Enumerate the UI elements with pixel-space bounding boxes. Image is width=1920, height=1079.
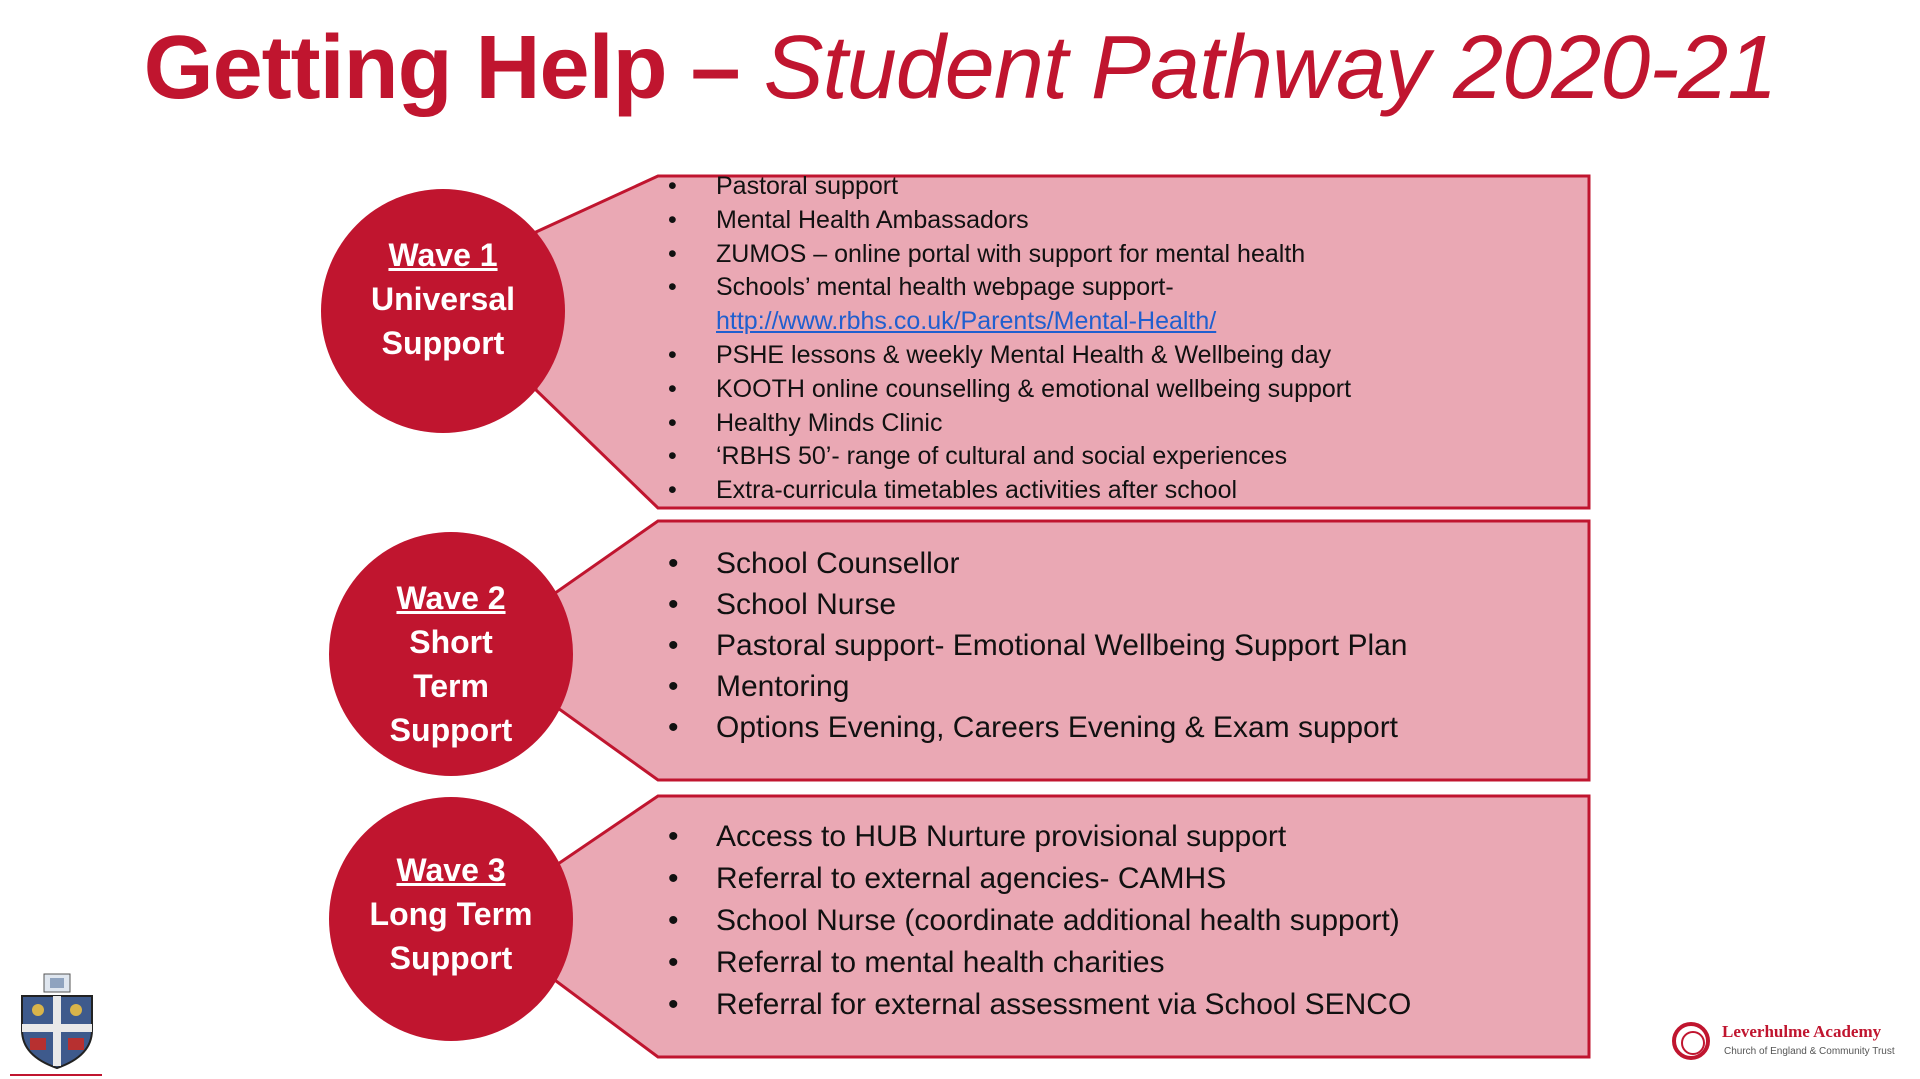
mental-health-link[interactable]: http://www.rbhs.co.uk/Parents/Mental-Health/ xyxy=(716,307,1217,336)
wave3-list xyxy=(668,816,1411,1026)
wave1-heading: Wave 1 xyxy=(388,237,498,273)
wave1-list xyxy=(668,170,1351,508)
list-item: • ZUMOS – online portal with support for mental health xyxy=(668,238,1351,272)
wave3-heading: Wave 3 xyxy=(396,852,506,888)
wave3-line: Long Term xyxy=(369,896,533,932)
wave3-label xyxy=(321,848,581,980)
list-item: • Referral to mental health charities xyxy=(668,942,1411,984)
school-crest-icon xyxy=(14,972,100,1072)
list-item: • KOOTH online counselling & emotional wellbeing support xyxy=(668,373,1351,407)
wave2-label xyxy=(321,576,581,752)
logo-subtitle: Church of England & Community Trust xyxy=(1724,1046,1895,1057)
wave3-line: Support xyxy=(389,940,513,976)
wave2-heading: Wave 2 xyxy=(396,580,506,616)
list-item: • Access to HUB Nurture provisional support xyxy=(668,816,1411,858)
list-item: • Pastoral support- Emotional Wellbeing Support Plan xyxy=(668,625,1408,666)
list-item: • School Nurse xyxy=(668,584,1408,625)
list-item: • School Counsellor xyxy=(668,543,1408,584)
list-item: • Pastoral support xyxy=(668,170,1351,204)
list-item: • Options Evening, Careers Evening & Exam support xyxy=(668,707,1408,748)
title-italic: Student Pathway 2020-21 xyxy=(763,18,1777,118)
wave2-line: Term xyxy=(413,668,489,704)
logo-ring-icon xyxy=(1672,1022,1710,1060)
wave1-label xyxy=(313,233,573,365)
list-item: • Mental Health Ambassadors xyxy=(668,204,1351,238)
wave2-line: Short xyxy=(409,624,493,660)
list-item: • School Nurse (coordinate additional health support) xyxy=(668,900,1411,942)
crest-underline xyxy=(10,1074,102,1076)
list-item: • Referral for external assessment via School SENCO xyxy=(668,984,1411,1026)
wave1-line: Support xyxy=(381,325,505,361)
leverhulme-logo xyxy=(1672,1020,1920,1072)
list-item: • Extra-curricula timetables activities after school xyxy=(668,474,1351,508)
wave1-line: Universal xyxy=(370,281,516,317)
title-bold: Getting Help – xyxy=(143,18,764,118)
list-item: • PSHE lessons & weekly Mental Health & Wellbeing day xyxy=(668,339,1351,373)
list-item: • Healthy Minds Clinic xyxy=(668,407,1351,441)
logo-name: Leverhulme Academy xyxy=(1722,1022,1882,1041)
list-item: • Schools’ mental health webpage support- xyxy=(668,271,1351,305)
list-item-link-line xyxy=(668,305,1351,339)
list-item: • Referral to external agencies- CAMHS xyxy=(668,858,1411,900)
wave2-list xyxy=(668,543,1408,748)
list-item: • Mentoring xyxy=(668,666,1408,707)
wave2-line: Support xyxy=(389,712,513,748)
list-item: • ‘RBHS 50’- range of cultural and social experiences xyxy=(668,440,1351,474)
